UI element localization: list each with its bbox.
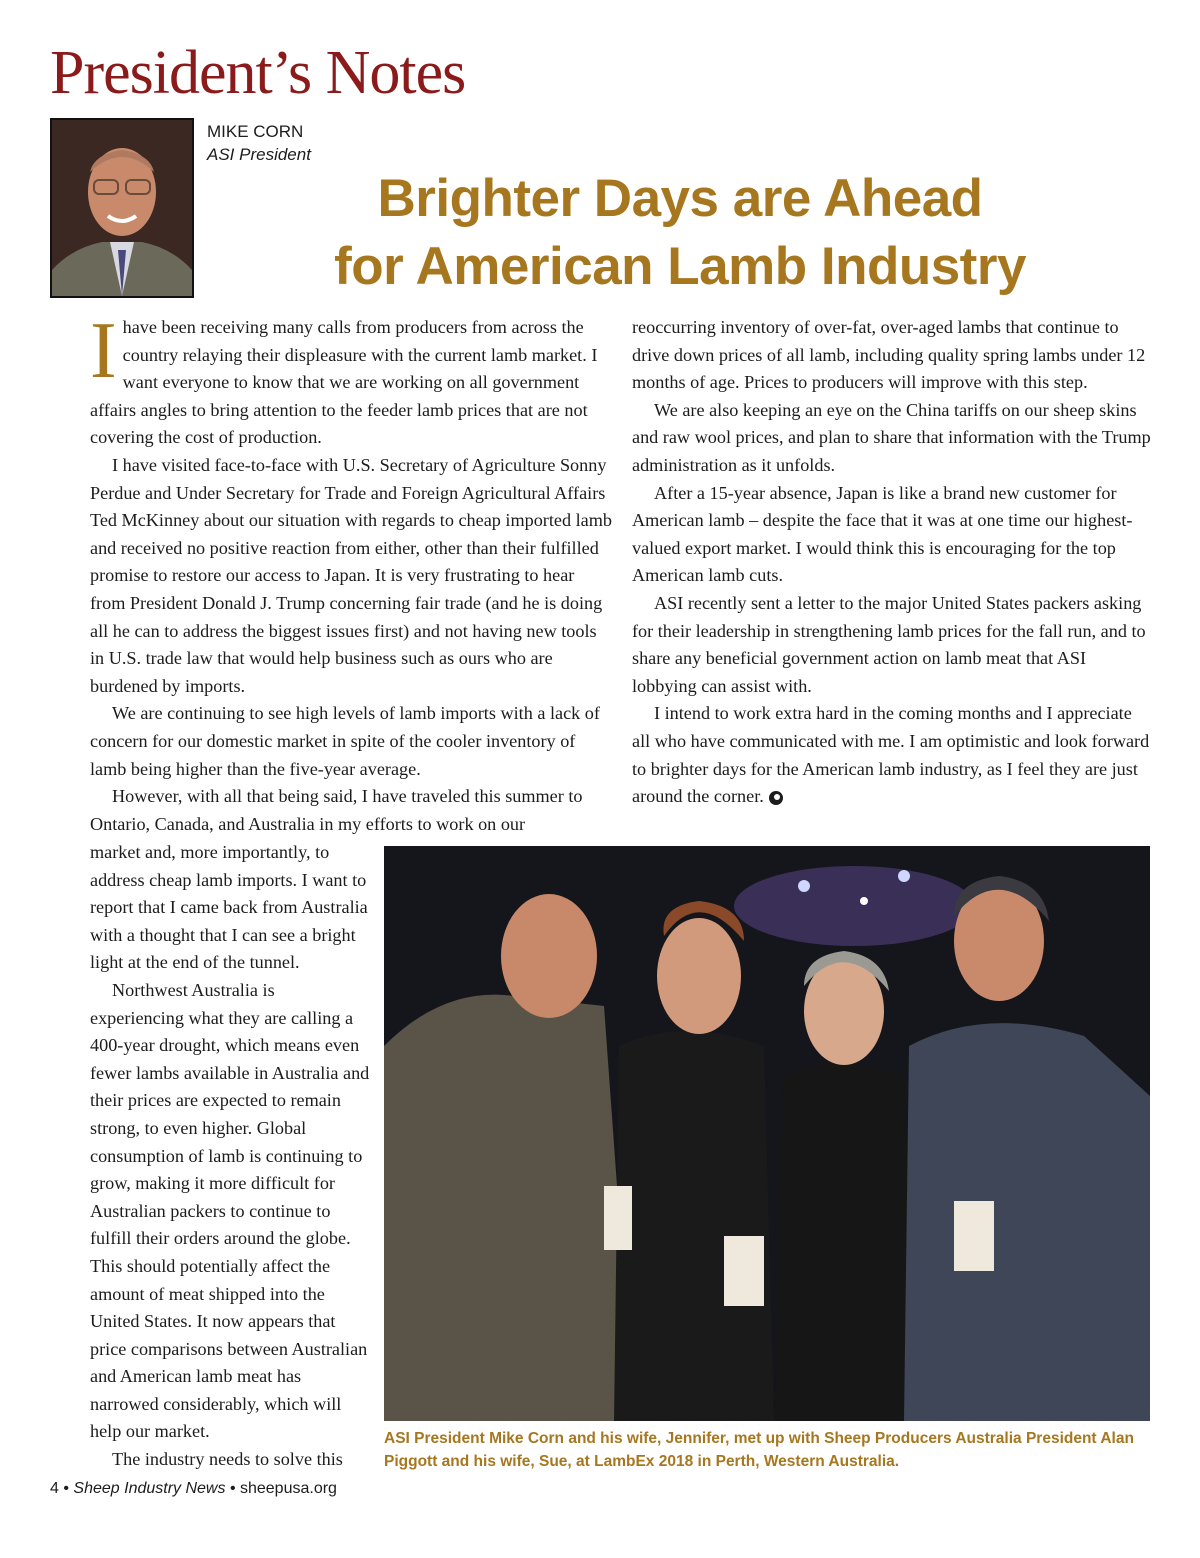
article-paragraph: reoccurring inventory of over-fat, over-aged lambs that continue to drive down prices of all lamb, including quality spring lambs under 12 months of age. Prices to producers will improve with this step. — [632, 317, 1146, 393]
article-paragraph: ASI recently sent a letter to the major United States packers asking for their leadership in strengthening lamb prices for the fall run, and to share any beneficial government action on lamb meat that ASI lobbying can assist with. — [632, 592, 1146, 696]
article-paragraph: After a 15-year absence, Japan is like a brand new customer for American lamb – despite the face that it was at one time our highest-valued export market. I would think this is encouraging for the top American lamb cuts. — [632, 482, 1133, 586]
photo-caption: ASI President Mike Corn and his wife, Jennifer, met up with Sheep Producers Australia President Alan Piggott and his wife, Sue, at LambEx 2018 in Perth, Western Australia. — [384, 1430, 1134, 1470]
article-paragraph: I have visited face-to-face with U.S. Secretary of Agriculture Sonny Perdue and Under Secretary for Trade and Foreign Agricultural Affairs Ted McKinney about our situation with regards to cheap imported lamb and received no positive reaction from either, other than their fulfilled promise to restore our access to Japan. It is very frustrating to hear from President Donald J. Trump concerning fair trade (and he is doing all he can to address the biggest issues first) and not having new tools in U.S. trade law that would help business such as ours who are burdened by imports. — [90, 454, 612, 696]
headline-line-1: Brighter Days are Ahead — [377, 169, 983, 228]
article-column-right — [632, 314, 1154, 811]
drop-cap: I — [90, 307, 117, 395]
bullet-separator: • — [63, 1480, 74, 1497]
author-portrait — [50, 118, 194, 298]
person-silhouette-icon — [52, 120, 192, 296]
headline-line-2: for American Lamb Industry — [334, 237, 1026, 296]
event-photo — [384, 846, 1150, 1421]
article-column-left — [90, 307, 612, 838]
article-paragraph: We are continuing to see high levels of lamb imports with a lack of concern for our domestic market in spite of the cooler inventory of lamb being higher than the five-year average. — [90, 703, 600, 779]
article-paragraph: Ihave been receiving many calls from producers from across the country relaying their displeasure with the current lamb market. I want everyone to know that we are working on all government affairs angles to bring attention to the feeder lamb prices that are not covering the cost of production. — [90, 307, 598, 448]
article-column-narrow — [90, 839, 372, 1474]
bullet-separator: • — [229, 1480, 240, 1497]
author-role: ASI President — [207, 145, 311, 164]
page-number: 4 — [50, 1480, 59, 1497]
section-title: President’s Notes — [50, 39, 466, 107]
article-paragraph: I intend to work extra hard in the coming months and I appreciate all who have communicated with me. I am optimistic and look forward to brighter days for the American lamb industry, as I feel they are just around the corner. — [632, 703, 1150, 807]
article-paragraph: Northwest Australia is experiencing what they are calling a 400-year drought, which means even fewer lambs available in Australia and their prices are expected to remain strong, to even higher. Global consumption of lamb is continuing to grow, making it more difficult for Australian packers to continue to fulfill their orders around the globe. This should potentially affect the amount of meat shipped into the United States. It now appears that price comparisons between Australian and American lamb meat has narrowed considerably, which will help our market. — [90, 979, 370, 1442]
site-url[interactable]: sheepusa.org — [239, 1480, 337, 1497]
article-paragraph: market and, more importantly, to address cheap lamb imports. I want to report that I came back from Australia with a thought that I can see a bright light at the end of the tunnel. — [90, 842, 368, 973]
article-paragraph: The industry needs to solve this — [112, 1449, 343, 1470]
page-footer — [50, 1480, 337, 1498]
magazine-name: Sheep Industry News — [73, 1480, 226, 1497]
article-paragraph: We are also keeping an eye on the China tariffs on our sheep skins and raw wool prices, and plan to share that information with the Trump administration as it unfolds. — [632, 399, 1151, 475]
group-photo-illustration — [384, 846, 1150, 1421]
article-paragraph: However, with all that being said, I have traveled this summer to Ontario, Canada, and Australia in my efforts to work on our — [90, 786, 583, 834]
author-name: MIKE CORN — [207, 122, 304, 141]
sheep-end-mark-icon — [768, 790, 784, 806]
